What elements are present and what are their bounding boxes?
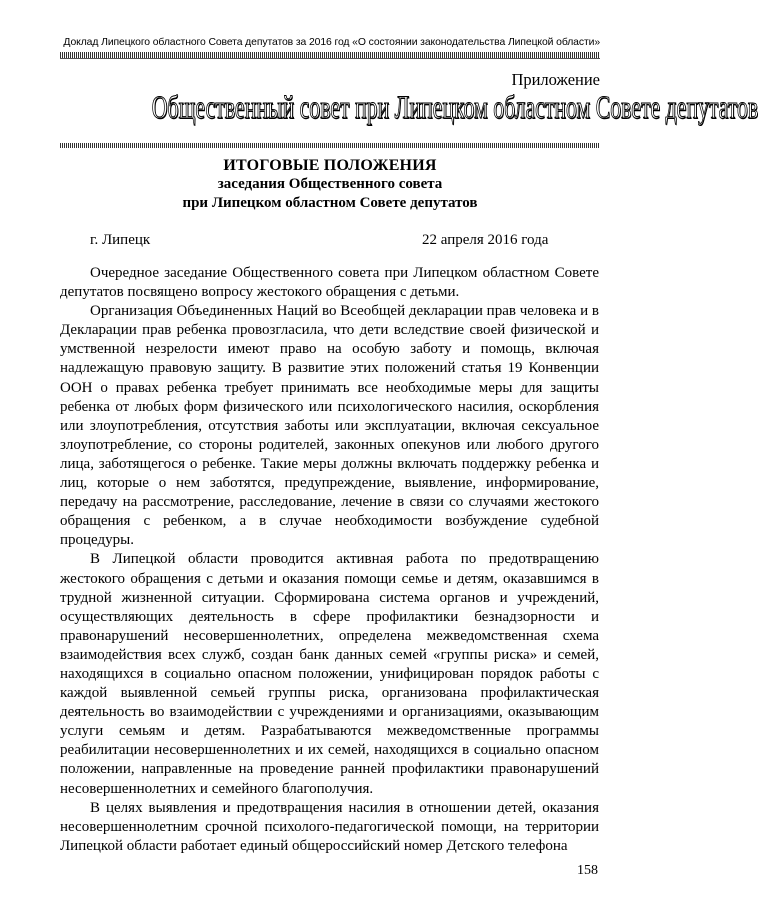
title-line-2: заседания Общественного совета bbox=[217, 176, 443, 192]
paragraph: В целях выявления и предотвращения насилия в отношении детей, оказания несовершеннолетним срочной психолого-педагогической помощи, на территории Липецкой области работает единый общероссийский номер Детского телефона bbox=[60, 799, 599, 854]
title-line-1: ИТОГОВЫЕ ПОЛОЖЕНИЯ bbox=[223, 157, 437, 174]
title-line-3: при Липецком областном Совете депутатов bbox=[182, 195, 478, 211]
council-banner-container bbox=[60, 88, 758, 128]
banner-rule bbox=[60, 143, 600, 148]
document-date: 22 апреля 2016 года bbox=[422, 232, 549, 248]
appendix-label: Приложение bbox=[511, 70, 600, 89]
running-header: Доклад Липецкого областного Совета депутатов за 2016 год «О состоянии законодательства Липецкой области» bbox=[63, 37, 600, 48]
document-body bbox=[60, 264, 599, 856]
document-title bbox=[60, 156, 600, 213]
paragraph: Организация Объединенных Наций во Всеобщей декларации прав человека и в Декларации прав ребенка провозгласила, что дети вследствие своей физической и умственной незрелости имеют право на особую заботу и помощь, включая надлежащую правовую защиту. В развитие этих положений статья 19 Конвенции ООН о правах ребенка требует принимать все необходимые меры для защиты ребенка от любых форм физического или психологического насилия, оскорбления или злоупотребления, отсутствия заботы или эксплуатации, включая сексуальное злоупотребление, со стороны родителей, законных опекунов или любого другого лица, заботящегося о ребенке. Такие меры должны включать поддержку ребенка и лиц, которые о нем заботятся, предупреждение, выявление, информирование, передачу на рассмотрение, расследование, лечение в связи со случаями жестокого обращения с ребенком, а в случае необходимости возбуждение судебной процедуры. bbox=[60, 303, 599, 549]
header-rule bbox=[60, 52, 600, 59]
document-place: г. Липецк bbox=[90, 232, 151, 248]
page-number: 158 bbox=[577, 863, 598, 878]
council-banner: Общественный совет при Липецком областном Совете депутатов bbox=[151, 90, 758, 126]
paragraph: Очередное заседание Общественного совета при Липецком областном Совете депутатов посвящено вопросу жестокого обращения с детьми. bbox=[60, 265, 599, 301]
paragraph: В Липецкой области проводится активная работа по предотвращению жестокого обращения с детьми и оказания помощи семье и детям, оказавшимся в трудной жизненной ситуации. Сформирована система органов и учреждений, осуществляющих деятельность в сфере профилактики безнадзорности и правонарушений несовершеннолетних, определена межведомственная схема взаимодействия всех служб, создан банк данных семей «группы риска» и семей, находящихся в социально опасном положении, унифицирован порядок работы с каждой выявленной семьей группы риска, организована профилактическая деятельность во взаимодействии с учреждениями и организациями, оказывающим услуги семьям и детям. Разрабатываются межведомственные программы реабилитации несовершеннолетних и их семей, находящихся в социально опасном положении, направленные на проведение ранней профилактики правонарушений несовершеннолетних и семейного благополучия. bbox=[60, 551, 599, 797]
